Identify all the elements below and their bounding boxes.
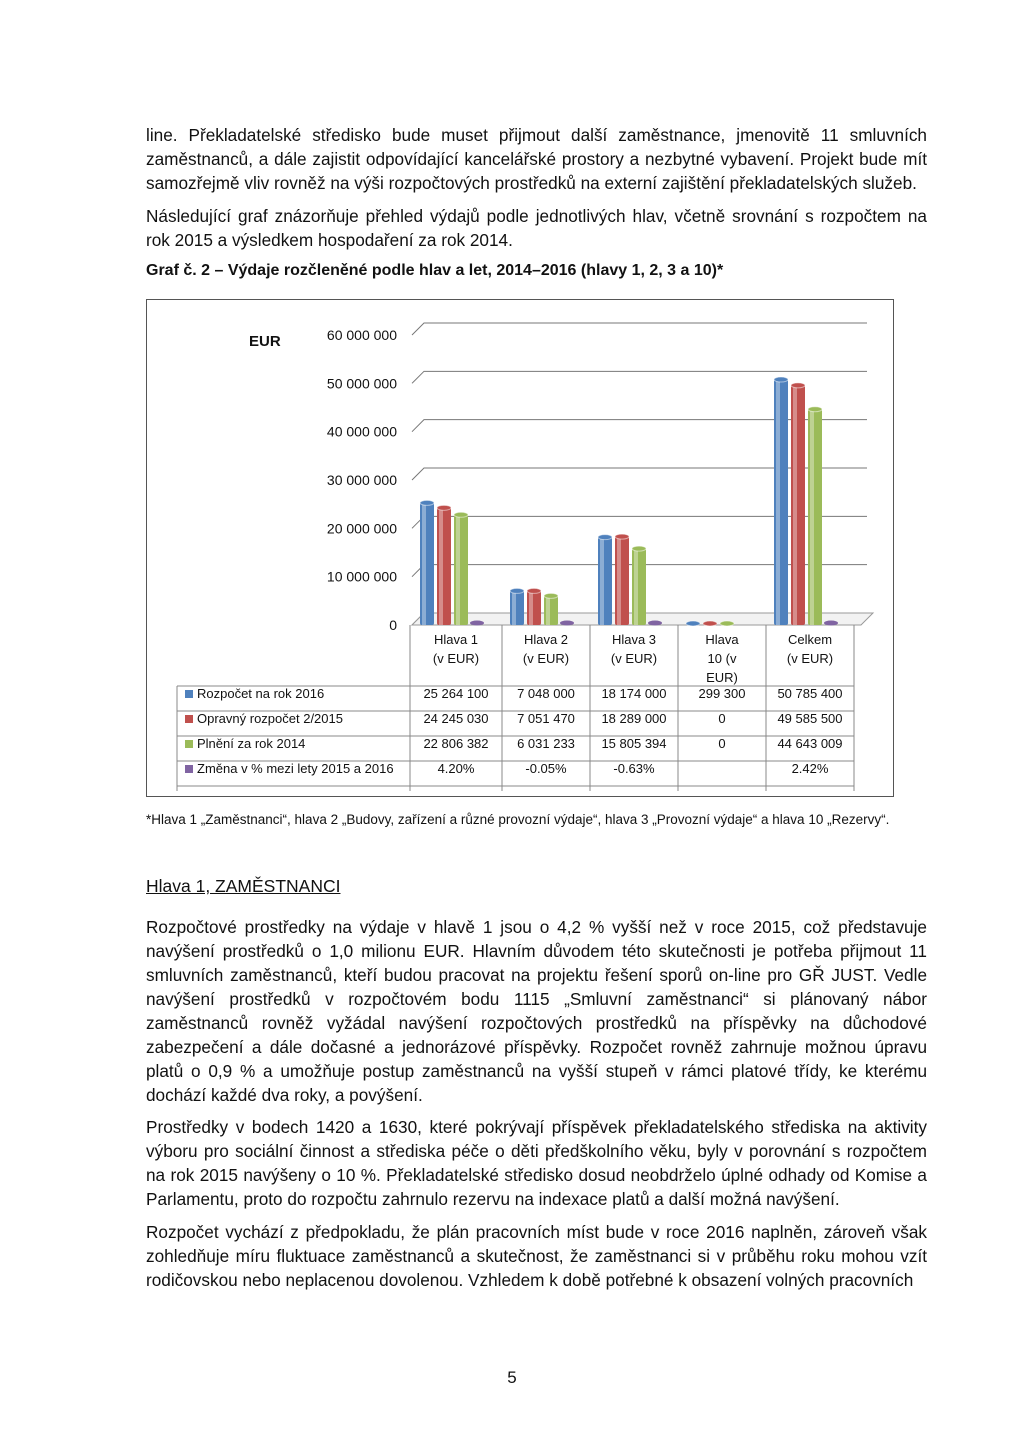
gridline (412, 323, 867, 335)
bar-highlight (422, 503, 426, 625)
category-label: Celkem (787, 632, 833, 647)
category-label: Hlava 3 (611, 632, 657, 647)
data-label: 25 264 100 (423, 686, 489, 701)
y-axis-unit-label: EUR (249, 333, 281, 350)
category-label: (v EUR) (610, 651, 658, 666)
data-label: 24 245 030 (423, 711, 489, 726)
legend-swatch (185, 715, 193, 723)
bar-highlight (793, 385, 797, 625)
bar-highlight (810, 409, 814, 625)
data-label: 50 785 400 (777, 686, 843, 701)
data-label: 44 643 009 (777, 736, 843, 751)
data-label: 18 174 000 (601, 686, 667, 701)
bar-highlight (439, 508, 443, 625)
change-marker-2 (648, 621, 662, 626)
bar-highlight (529, 591, 533, 625)
gridline (412, 371, 867, 383)
paragraph-title1-budget: Rozpočtové prostředky na výdaje v hlavě 1 jsou o 4,2 % vyšší než v roce 2015, což představuje navýšení prostředků o 1,0 milionu EUR. Hlavním důvodem této skutečnosti je potřeba přijmout 11 smluvních zaměstnanců, kteří budou pracovat na projektu řešení sporů on-line pro GŘ JUST. Vedle navýšení prostředků v rozpočtovém bodu 1115 „Smluvní zaměstnanci“ si plánovaný nábor zaměstnanců rovněž vyžádal navýšení rozpočtových prostředků na příspěvky na důchodové zabezpečení a dále dočasné a jednorázové příspěvky. Rozpočet rovněž zahrnuje možnou úpravu platů o 0,9 % a umožňuje postup zaměstnanců na vyšší stupeň v rámci platové třídy, ke kterému dochází každé dva roky, a povýšení. (146, 917, 927, 1105)
y-tick-label: 0 (389, 617, 397, 633)
data-label: 2.42% (791, 761, 829, 776)
bar-cap (720, 621, 734, 626)
legend-label: Opravný rozpočet 2/2015 (197, 711, 343, 726)
change-marker-0 (470, 621, 484, 626)
data-label: 7 051 470 (517, 711, 575, 726)
paragraph-items-1420-1630: Prostředky v bodech 1420 a 1630, které pokrývají příspěvek překladatelského střediska na aktivity výboru pro sociální činnost a střediska péče o děti předškolního věku, byly v porovnání s rozpočtem na rok 2015 navýšeny o 10 %. Překladatelské středisko dosud neobdrželo úplné odhady od Komise a Parlamentu, proto do rozpočtu zahrnulo rezervu na indexace platů a další možná navýšení. (146, 1117, 927, 1209)
category-label: Hlava 1 (433, 632, 479, 647)
y-tick-label: 50 000 000 (326, 375, 397, 392)
data-label: -0.05% (525, 761, 567, 776)
category-label: Hlava 2 (523, 632, 569, 647)
data-label: 0 (718, 736, 726, 751)
change-marker-4 (824, 621, 838, 626)
category-label: 10 (v (707, 651, 737, 666)
y-tick-label: 30 000 000 (326, 472, 397, 488)
category-label: Hlava (705, 632, 739, 647)
y-tick-label: 20 000 000 (326, 520, 397, 537)
bar-highlight (634, 549, 638, 625)
paragraph-intro-continued: line. Překladatelské středisko bude muset přijmout další zaměstnance, jmenovitě 11 smluvních zaměstnanců, a dále zajistit odpovídající kancelářské prostory a nezbytné vybavení. Projekt bude mít samozřejmě vliv rovněž na výši rozpočtových prostředků na externí zajištění překladatelských služeb. (146, 125, 927, 193)
bar-cap (686, 621, 700, 626)
data-label: -0.63% (613, 761, 655, 776)
bar-cap (527, 588, 541, 593)
page-number: 5 (507, 1368, 517, 1387)
expenditure-chart (146, 299, 894, 797)
bar-cap (454, 512, 468, 517)
bar-highlight (512, 591, 516, 625)
bar-cap (808, 407, 822, 412)
bar-highlight (546, 596, 550, 625)
data-label: 18 289 000 (601, 711, 667, 726)
legend-swatch (185, 765, 193, 773)
y-tick-label: 40 000 000 (326, 423, 397, 440)
legend-label: Rozpočet na rok 2016 (197, 686, 325, 701)
category-label: (v EUR) (522, 651, 570, 666)
data-label: 22 806 382 (423, 736, 489, 751)
bar-cap (615, 534, 629, 539)
bar-cap (510, 588, 524, 593)
bar-cap (544, 593, 558, 598)
bar-cap (632, 546, 646, 551)
bar-cap (420, 500, 434, 505)
legend-swatch (185, 740, 193, 748)
chart-footnote: *Hlava 1 „Zaměstnanci“, hlava 2 „Budovy, zařízení a různé provozní výdaje“, hlava 3 „Provozní výdaje“ a hlava 10 „Rezervy“. (146, 812, 890, 827)
chart-svg (147, 300, 895, 798)
bar-cap (703, 621, 717, 626)
bar-cap (598, 535, 612, 540)
legend-swatch (185, 690, 193, 698)
category-label: (v EUR) (432, 651, 480, 666)
data-label: 0 (718, 711, 726, 726)
section-heading: Hlava 1, ZAMĚSTNANCI (146, 876, 341, 896)
y-tick-label: 10 000 000 (326, 568, 397, 585)
change-marker-1 (560, 621, 574, 626)
data-label: 7 048 000 (517, 686, 575, 701)
y-tick-label: 60 000 000 (326, 327, 397, 343)
category-label: (v EUR) (786, 651, 834, 666)
data-label: 299 300 (698, 686, 746, 701)
paragraph-graph-intro: Následující graf znázorňuje přehled výdajů podle jednotlivých hlav, včetně srovnání s rozpočtem na rok 2015 a výsledkem hospodaření za rok 2014. (146, 206, 927, 250)
data-label: 4.20% (437, 761, 475, 776)
chart-caption: Graf č. 2 – Výdaje rozčleněné podle hlav a let, 2014–2016 (hlavy 1, 2, 3 a 10)* (146, 262, 724, 279)
bar-cap (791, 383, 805, 388)
paragraph-staffing-assumption: Rozpočet vychází z předpokladu, že plán pracovních míst bude v roce 2016 naplněn, zároveň však zohledňuje míru fluktuace zaměstnanců a skutečnost, že zaměstnanci si v průběhu roku mohou vzít rodičovskou nebo neplacenou dovolenou. Vzhledem k době potřebné k obsazení volných pracovních (146, 1222, 927, 1290)
bar-highlight (617, 537, 621, 625)
legend-label: Plnění za rok 2014 (197, 736, 306, 751)
data-label: 49 585 500 (777, 711, 843, 726)
bar-cap (437, 505, 451, 510)
bar-highlight (776, 380, 780, 625)
legend-label: Změna v % mezi lety 2015 a 2016 (197, 761, 394, 776)
data-label: 15 805 394 (601, 736, 667, 751)
bar-highlight (600, 537, 604, 625)
bar-highlight (456, 515, 460, 625)
data-label: 6 031 233 (517, 736, 575, 751)
category-label: EUR) (706, 670, 738, 685)
bar-cap (774, 377, 788, 382)
